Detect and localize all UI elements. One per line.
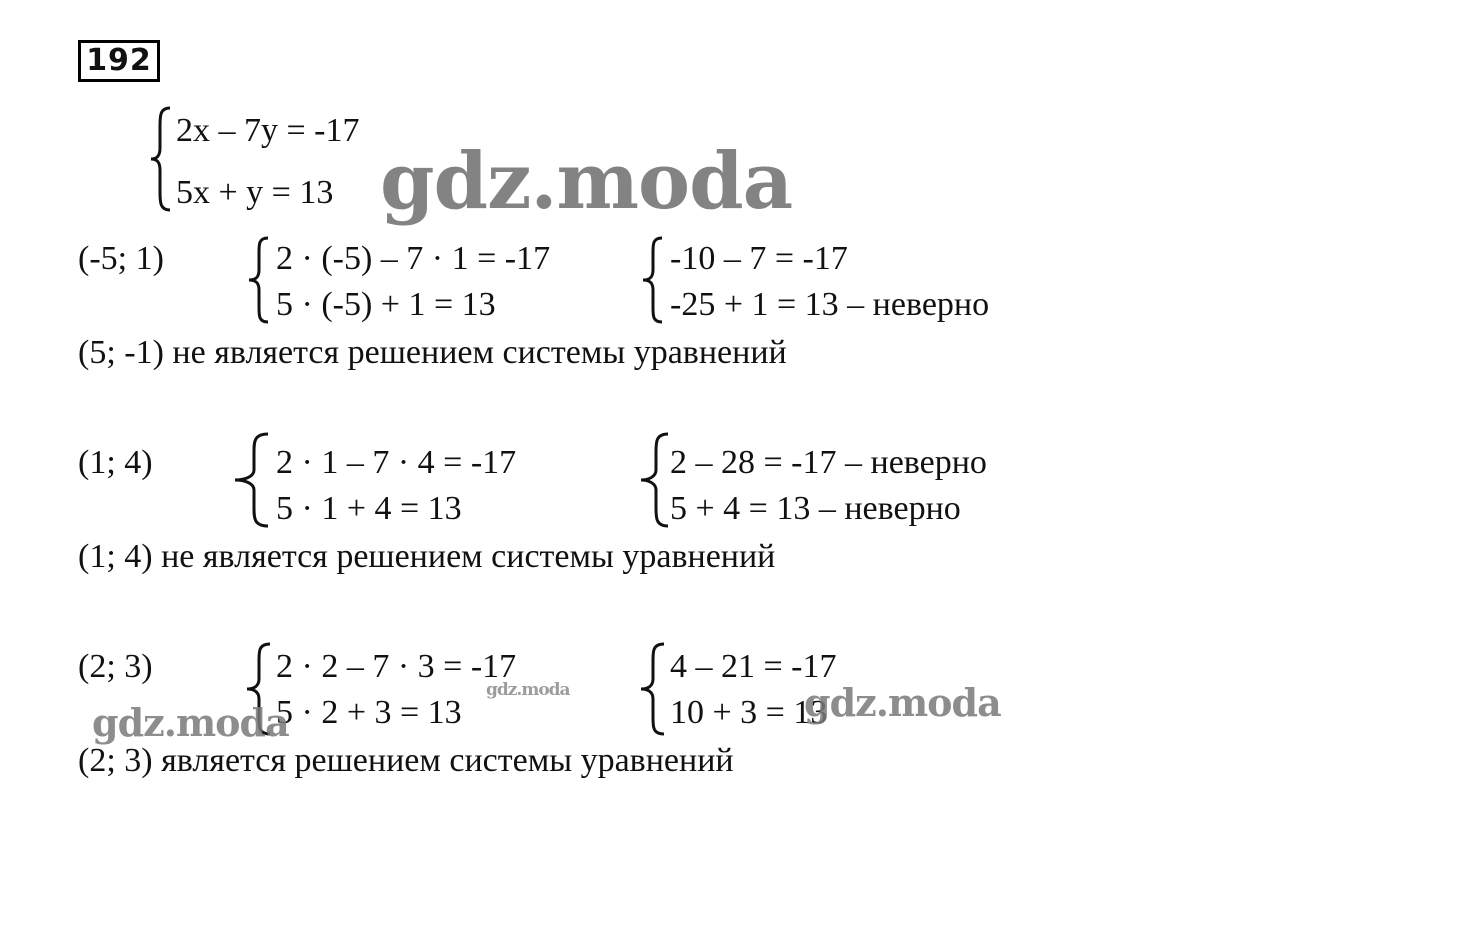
check-2-sub-2: 5 · 1 + 4 = 13: [276, 490, 462, 527]
check-3-sub-2: 5 · 2 + 3 = 13: [276, 694, 462, 731]
problem-number: 192: [78, 40, 160, 82]
watermark-small: gdz.moda: [486, 680, 570, 700]
check-3-res-1: 4 – 21 = -17: [670, 648, 837, 685]
check-3-point: (2; 3): [78, 648, 153, 685]
check-1-res-brace: [640, 236, 666, 324]
system-equation-2: 5x + y = 13: [176, 174, 334, 211]
check-1-sub-1: 2 · (-5) – 7 · 1 = -17: [276, 240, 551, 277]
check-1-res-2: -25 + 1 = 13 – неверно: [670, 286, 990, 323]
watermark-left: gdz.moda: [92, 700, 289, 745]
check-2-res-2: 5 + 4 = 13 – неверно: [670, 490, 961, 527]
check-2-res-brace: [638, 432, 672, 528]
watermark-right: gdz.moda: [804, 680, 1001, 725]
check-2-sub-1: 2 · 1 – 7 · 4 = -17: [276, 444, 517, 481]
check-1-point: (-5; 1): [78, 240, 164, 277]
system-brace: [148, 106, 174, 212]
check-2-conclusion: (1; 4) не является решением системы уравнений: [78, 538, 776, 575]
check-1-conclusion: (5; -1) не является решением системы уравнений: [78, 334, 787, 371]
check-1-res-1: -10 – 7 = -17: [670, 240, 848, 277]
check-3-sub-1: 2 · 2 – 7 · 3 = -17: [276, 648, 517, 685]
check-1-sub-2: 5 · (-5) + 1 = 13: [276, 286, 496, 323]
check-1-sub-brace: [246, 236, 272, 324]
watermark-large: gdz.moda: [380, 136, 793, 227]
check-3-res-2: 10 + 3 = 13: [670, 694, 828, 731]
check-2-point: (1; 4): [78, 444, 153, 481]
check-3-res-brace: [638, 642, 668, 736]
check-2-sub-brace: [232, 432, 272, 528]
check-3-conclusion: (2; 3) является решением системы уравнений: [78, 742, 734, 779]
system-equation-1: 2x – 7y = -17: [176, 112, 360, 149]
check-2-res-1: 2 – 28 = -17 – неверно: [670, 444, 987, 481]
